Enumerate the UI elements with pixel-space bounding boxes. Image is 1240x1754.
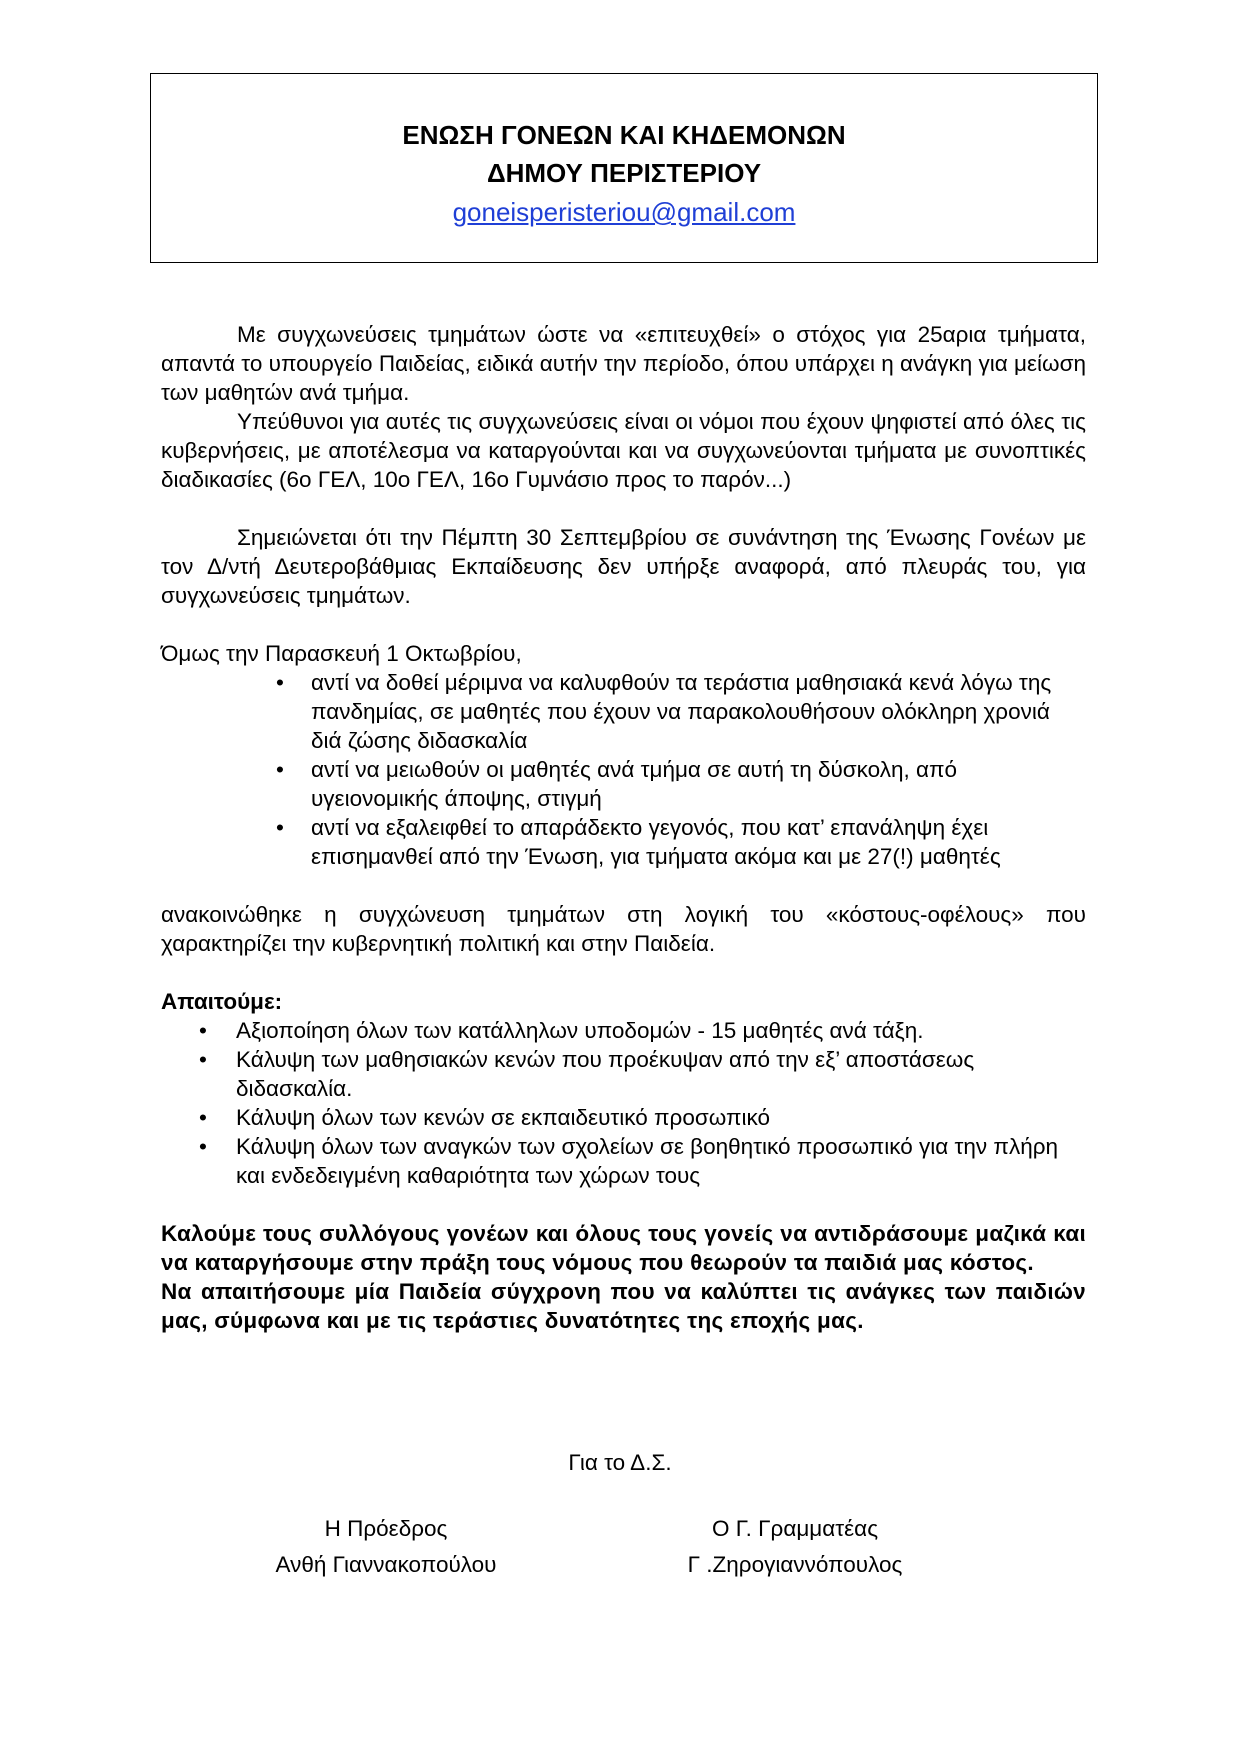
president-signatory: [226, 1511, 546, 1583]
list-item: • Κάλυψη όλων των αναγκών των σχολείων σε βοηθητικό προσωπικό για την πλήρη και ενδεδειγμένη καθαριότητα των χώρων τους: [161, 1132, 1086, 1190]
spacer: [161, 871, 1086, 900]
paragraph-1: Με συγχωνεύσεις τμημάτων ώστε να «επιτευχθεί» ο στόχος για 25αρια τμήματα, απαντά το υπουργείο Παιδείας, ειδικά αυτήν την περίοδο, όπου υπάρχει η ανάγκη για μείωση των μαθητών ανά τμήμα.: [161, 322, 1086, 405]
paragraph-5: ανακοινώθηκε η συγχώνευση τμημάτων στη λογική του «κόστους-οφέλους» που χαρακτηρίζει την κυβερνητική πολιτική και στην Παιδεία.: [161, 902, 1086, 956]
president-name: Ανθή Γιαννακοπούλου: [275, 1552, 497, 1577]
org-name-line-2: ΔΗΜΟΥ ΠΕΡΙΣΤΕΡΙΟΥ: [486, 158, 762, 188]
list-item: • Αξιοποίηση όλων των κατάλληλων υποδομών - 15 μαθητές ανά τάξη.: [161, 1016, 1086, 1045]
for-board-label: Για το Δ.Σ.: [568, 1450, 672, 1475]
letterhead-box: [150, 73, 1098, 263]
list-item: • αντί να δοθεί μέριμνα να καλυφθούν τα τεράστια μαθησιακά κενά λόγω της πανδημίας, σε μαθητές που έχουν να παρακολουθήσουν ολόκληρη χρονιά διά ζώσης διδασκαλία: [161, 668, 1086, 755]
president-role: Η Πρόεδρος: [324, 1516, 448, 1541]
secretary-signatory: [635, 1511, 955, 1583]
call-to-action: [161, 1219, 1086, 1335]
email-link[interactable]: goneisperisteriou@gmail.com: [452, 197, 796, 227]
secretary-role: Ο Γ. Γραμματέας: [711, 1516, 879, 1541]
org-name-line-1: ΕΝΩΣΗ ΓΟΝΕΩΝ ΚΑΙ ΚΗΔΕΜΟΝΩΝ: [402, 120, 846, 150]
spacer: [161, 494, 1086, 523]
demands-title: Απαιτούμε:: [161, 989, 283, 1014]
list-item: • Κάλυψη των μαθησιακών κενών που προέκυψαν από την εξ’ αποστάσεως διδασκαλία.: [161, 1045, 1086, 1103]
spacer: [161, 1190, 1086, 1219]
document-body: [161, 320, 1086, 1335]
signatories: [0, 1511, 1240, 1601]
paragraph-2: Υπεύθυνοι για αυτές τις συγχωνεύσεις είναι οι νόμοι που έχουν ψηφιστεί από όλες τις κυβερνήσεις, με αποτέλεσμα να καταργούνται και να συγχωνεύονται τμήματα με συνοπτικές διαδικασίες (6ο ΓΕΛ, 10ο ΓΕΛ, 16ο Γυμνάσιο προς το παρόν...): [161, 409, 1086, 492]
instead-of-list: [161, 668, 1086, 871]
secretary-name: Γ .Ζηρογιαννόπουλος: [687, 1552, 903, 1577]
paragraph-3: Σημειώνεται ότι την Πέμπτη 30 Σεπτεμβρίου σε συνάντηση της Ένωσης Γονέων με τον Δ/ντή Δευτεροβάθμιας Εκπαίδευσης δεν υπήρξε αναφορά, από πλευράς του, για συγχωνεύσεις τμημάτων.: [161, 525, 1086, 608]
list-item: • αντί να εξαλειφθεί το απαράδεκτο γεγονός, που κατ’ επανάληψη έχει επισημανθεί από την Ένωση, για τμήματα ακόμα και με 27(!) μαθητές: [161, 813, 1086, 871]
list-item: • αντί να μειωθούν οι μαθητές ανά τμήμα σε αυτή τη δύσκολη, από υγειονομικής άποψης, στιγμή: [161, 755, 1086, 813]
demands-list: [161, 1016, 1086, 1190]
list-item: • Κάλυψη όλων των κενών σε εκπαιδευτικό προσωπικό: [161, 1103, 1086, 1132]
paragraph-4: Όμως την Παρασκευή 1 Οκτωβρίου,: [161, 641, 522, 666]
call-paragraph-2: Να απαιτήσουμε μία Παιδεία σύγχρονη που να καλύπτει τις ανάγκες των παιδιών μας, σύμφωνα και με τις τεράστιες δυνατότητες της εποχής μας.: [161, 1279, 1086, 1333]
spacer: [161, 610, 1086, 639]
spacer: [161, 958, 1086, 987]
call-paragraph-1: Καλούμε τους συλλόγους γονέων και όλους τους γονείς να αντιδράσουμε μαζικά και να καταργήσουμε στην πράξη τους νόμους που θεωρούν τα παιδιά μας κόστος.: [161, 1221, 1086, 1275]
signature-block: [0, 1443, 1240, 1601]
